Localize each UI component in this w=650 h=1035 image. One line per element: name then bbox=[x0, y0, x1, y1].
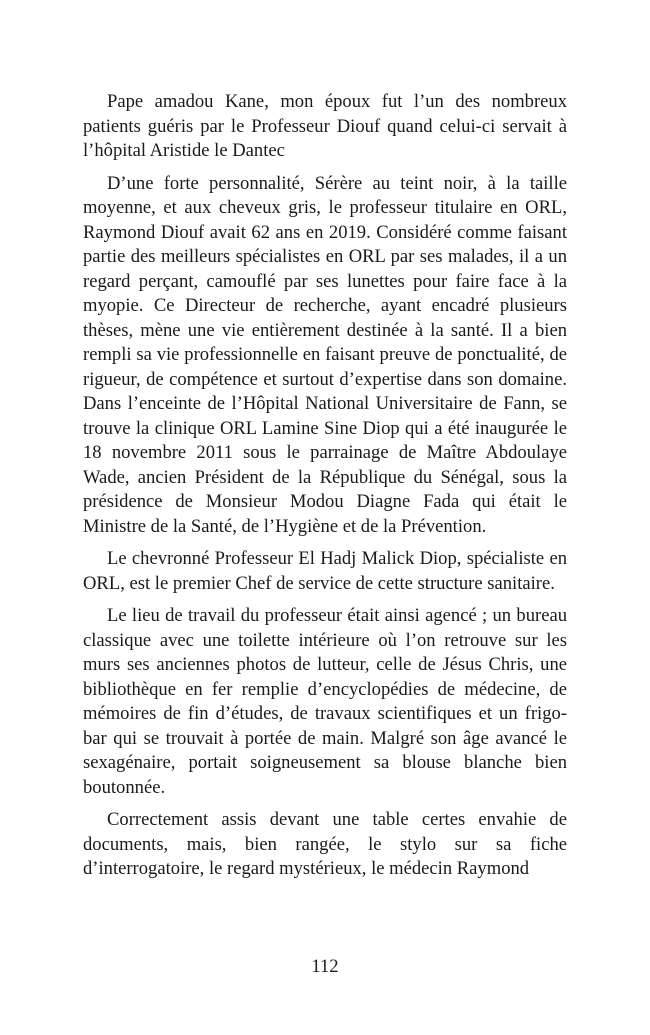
page-number: 112 bbox=[311, 956, 339, 977]
paragraph-5: Correctement assis devant une table certes envahie de documents, mais, bien rangée, le stylo sur sa fiche d’interrogatoire, le regard mystérieux, le médecin Raymond bbox=[83, 809, 567, 879]
paragraph-4: Le lieu de travail du professeur était ainsi agencé ; un bureau classique avec une toilette intérieure où l’on retrouve sur les murs ses anciennes photos de lutteur, celle de Jésus Chris, une bibliothèque en fer remplie d’encyclopédies de médecine, de mémoires de fin d’études, de travaux scientifiques et un frigo-bar qui se trouvait à portée de main. Malgré son âge avancé le sexagénaire, portait soigneusement sa blouse blanche bien boutonnée. bbox=[83, 605, 567, 798]
paragraph-3: Le chevronné Professeur El Hadj Malick Diop, spécialiste en ORL, est le premier Chef de service de cette structure sanitaire. bbox=[83, 548, 567, 594]
paragraph-2: D’une forte personnalité, Sérère au teint noir, à la taille moyenne, et aux cheveux gris, le professeur titulaire en ORL, Raymond Diouf avait 62 ans en 2019. Considéré comme faisant partie des meilleurs spécialistes en ORL par ses malades, il a un regard perçant, camouflé par ses lunettes pour faire face à la myopie. Ce Directeur de recherche, ayant encadré plusieurs thèses, mène une vie entièrement destinée à la santé. Il a bien rempli sa vie professionnelle en faisant preuve de ponctualité, de rigueur, de compétence et surtout d’expertise dans son domaine. Dans l’enceinte de l’Hôpital National Universitaire de Fann, se trouve la clinique ORL Lamine Sine Diop qui a été inaugurée le 18 novembre 2011 sous le parrainage de Maître Abdoulaye Wade, ancien Président de la République du Sénégal, sous la présidence de Monsieur Modou Diagne Fada qui était le Ministre de la Santé, de l’Hygiène et de la Prévention. bbox=[83, 172, 567, 537]
paragraph-1: Pape amadou Kane, mon époux fut l’un des nombreux patients guéris par le Professeur Diouf quand celui-ci servait à l’hôpital Aristide le Dantec bbox=[83, 91, 567, 161]
body-text bbox=[83, 90, 567, 890]
